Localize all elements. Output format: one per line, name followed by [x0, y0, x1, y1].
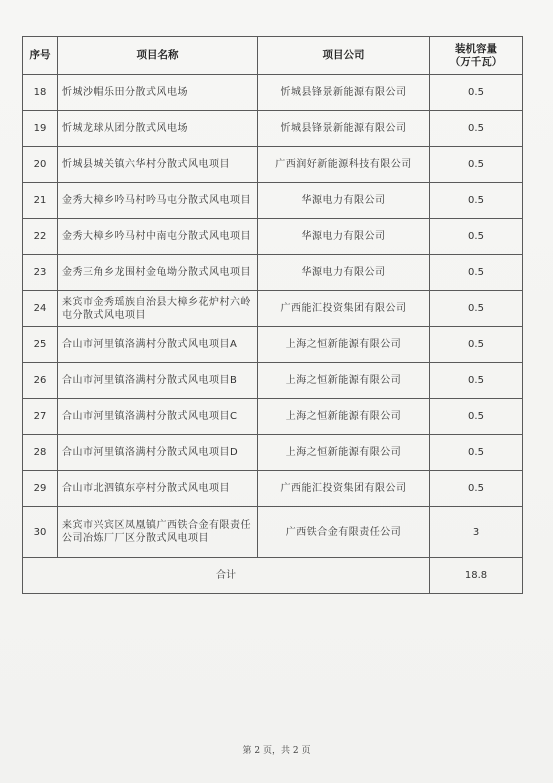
row-capacity: 0.5 [430, 291, 523, 327]
row-company: 上海之恒新能源有限公司 [258, 399, 430, 435]
row-capacity: 0.5 [430, 147, 523, 183]
table-row [23, 399, 523, 435]
row-seq: 19 [23, 111, 58, 147]
row-capacity: 0.5 [430, 111, 523, 147]
row-seq: 29 [23, 471, 58, 507]
table-row [23, 219, 523, 255]
table-row [23, 111, 523, 147]
table-row [23, 255, 523, 291]
row-project-name: 合山市北泗镇东亭村分散式风电项目 [58, 471, 258, 507]
row-project-name: 合山市河里镇洛满村分散式风电项目C [58, 399, 258, 435]
row-project-name: 合山市河里镇洛满村分散式风电项目B [58, 363, 258, 399]
row-seq: 24 [23, 291, 58, 327]
row-capacity: 0.5 [430, 399, 523, 435]
row-capacity: 0.5 [430, 75, 523, 111]
row-capacity: 0.5 [430, 183, 523, 219]
table-row [23, 327, 523, 363]
row-project-name: 忻城龙球从团分散式风电场 [58, 111, 258, 147]
table-row [23, 507, 523, 558]
row-seq: 28 [23, 435, 58, 471]
row-seq: 26 [23, 363, 58, 399]
header-capacity-unit: （万千瓦） [449, 55, 503, 68]
row-company: 华源电力有限公司 [258, 219, 430, 255]
row-project-name: 合山市河里镇洛满村分散式风电项目D [58, 435, 258, 471]
header-capacity-label: 装机容量 [455, 42, 497, 55]
row-company: 华源电力有限公司 [258, 255, 430, 291]
row-seq: 30 [23, 507, 58, 558]
row-capacity: 0.5 [430, 255, 523, 291]
row-project-name: 来宾市兴宾区凤凰镇广西铁合金有限责任公司冶炼厂厂区分散式风电项目 [58, 507, 258, 558]
row-company: 上海之恒新能源有限公司 [258, 327, 430, 363]
header-seq: 序号 [23, 37, 58, 75]
table-row [23, 75, 523, 111]
table-row [23, 471, 523, 507]
table-header-row [23, 37, 523, 75]
row-project-name: 忻城县城关镇六华村分散式风电项目 [58, 147, 258, 183]
row-capacity: 0.5 [430, 363, 523, 399]
row-project-name: 忻城沙帽乐田分散式风电场 [58, 75, 258, 111]
row-company: 广西能汇投资集团有限公司 [258, 471, 430, 507]
row-project-name: 金秀大樟乡吟马村吟马屯分散式风电项目 [58, 183, 258, 219]
header-capacity [430, 37, 523, 75]
page-number: 第 2 页，共 2 页 [242, 746, 311, 756]
row-capacity: 0.5 [430, 219, 523, 255]
row-seq: 21 [23, 183, 58, 219]
table-row [23, 291, 523, 327]
table-row [23, 147, 523, 183]
row-capacity: 0.5 [430, 435, 523, 471]
table-row [23, 435, 523, 471]
row-seq: 22 [23, 219, 58, 255]
total-capacity: 18.8 [430, 558, 523, 594]
table-total-row [23, 558, 523, 594]
header-project-name: 项目名称 [58, 37, 258, 75]
table-row [23, 183, 523, 219]
row-company: 上海之恒新能源有限公司 [258, 435, 430, 471]
project-table [22, 36, 523, 594]
row-company: 广西润好新能源科技有限公司 [258, 147, 430, 183]
row-capacity: 0.5 [430, 471, 523, 507]
table-row [23, 363, 523, 399]
row-project-name: 金秀大樟乡吟马村中南屯分散式风电项目 [58, 219, 258, 255]
row-company: 忻城县锋景新能源有限公司 [258, 111, 430, 147]
row-seq: 27 [23, 399, 58, 435]
row-project-name: 合山市河里镇洛满村分散式风电项目A [58, 327, 258, 363]
row-capacity: 0.5 [430, 327, 523, 363]
row-seq: 23 [23, 255, 58, 291]
row-project-name: 来宾市金秀瑶族自治县大樟乡花炉村六岭屯分散式风电项目 [58, 291, 258, 327]
header-project-company: 项目公司 [258, 37, 430, 75]
total-label: 合计 [23, 558, 430, 594]
row-capacity: 3 [430, 507, 523, 558]
row-company: 广西铁合金有限责任公司 [258, 507, 430, 558]
row-seq: 25 [23, 327, 58, 363]
row-company: 上海之恒新能源有限公司 [258, 363, 430, 399]
row-company: 广西能汇投资集团有限公司 [258, 291, 430, 327]
row-company: 忻城县锋景新能源有限公司 [258, 75, 430, 111]
row-seq: 20 [23, 147, 58, 183]
row-project-name: 金秀三角乡龙围村金龟坳分散式风电项目 [58, 255, 258, 291]
row-seq: 18 [23, 75, 58, 111]
row-company: 华源电力有限公司 [258, 183, 430, 219]
